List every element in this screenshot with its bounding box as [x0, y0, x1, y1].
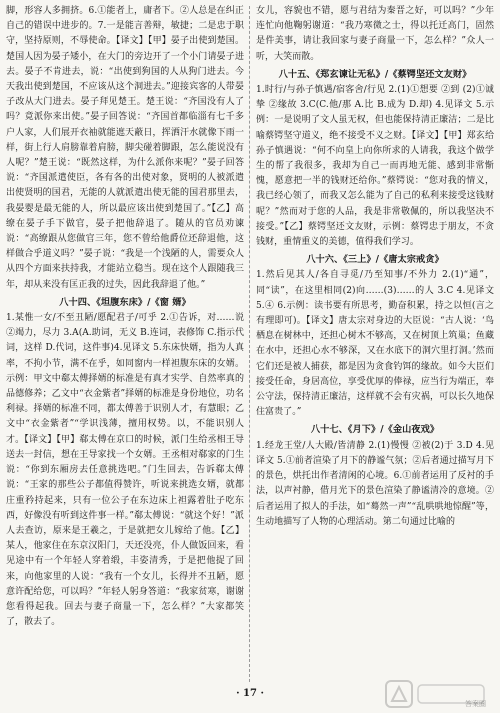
right-paragraph-4: 1.经龙王堂/人大殿/皆清静 2.(1)慢慢 ②被(2)于 3.D 4.见译文 5.①前者渲染了月下的静谧气氛；②后者通过描写月下的景色，烘托出作者清闲的心境。6.①前者运用了反衬的手法，以声衬静，借月光下的景色渲染了静谧清冷的意境。②后者运用了拟人的手法，如“蓦然一声”“乱哄哄地惊醒”等，生动地描写了人物的心理活动。第二句通过比喻的: [256, 440, 494, 527]
right-column: [256, 4, 494, 530]
section-86-title: 八十六、《三上》/《唐太宗戒贪》: [306, 254, 444, 266]
section-85-title: 八十五、《郑玄谏让无私》/《蔡锷坚还文友财》: [278, 68, 472, 80]
right-paragraph-1: 女儿，容貌也不错，愿与君结为秦晋之好，可以吗？”少年连忙向他鞠躬谢道：“我乃寒微之士，得以托迁高门，固然是件美事，请让我回家与妻子商量一下，怎么样？”众人一听，大笑而散。: [256, 6, 494, 62]
left-paragraph-2: 1.某惟一女/不至丑陋/愿配君子/可乎 2.①告诉，对……说 ②竭力，尽力 3.A(A.助词，无义 B.连词，表修饰 C.指示代词，这样 D.代词，这件事)4.见译文 5.东床快婿，指为人真率，不拘小节，满不在乎，如同窗内一样袒腹东床的女婿。示例：甲文中郗太傅择婿的标准是有真才实学、自然率真的品德修养；乙文中“衣金紫者”择婿的标准是身份地位，功名利禄。择婿的标准不同，都太傅善于识别人才，有慧眼；乙文中“衣金紫者”“学识浅薄，擅用权势。以，不能识别人才。【译文】【甲】郗太傅在京口的时候，派门生给丞相王导送去一封信，想在王导家找一个女婿。王丞相对郗家的门生说：“你到东厢房去任意挑选吧。”门生回去，告诉郗太傅说：“王家的那些公子都值得赞许，听说来挑选女婿，就都庄重矜持起来，只有一位公子在东边床上袒露着肚子吃东西，好像没有听到这件事一样。”郗太傅说：“就这个好！”派人去查访，原来是王羲之，于是就把女儿嫁给了他。【乙】某人，他家住在东京汉阳门，天还没亮，仆人做饭回来，看见途中有一个年轻人穿着缎，丰姿清秀，于是把他捉了回来，向他家里的人说：“我有一个女儿，长得并不丑陋，愿意许配给您，可以吗？”年轻人躬身答道：“我家贫寒，谢谢您看得起我。回去与妻子商量一下，怎么样？”大家都笑了，散去了。: [6, 313, 244, 628]
column-divider: [249, 6, 250, 682]
right-paragraph-3: 1.然后见其人/各自寻觅/乃至知事/不外力 2.(1)“通”，同“读”，在这里相同(2)向……(3)……的人 3.C 4.见译文 5.④ 6.示例：读书要有所思考，勤奋积累，持之以恒(言之有理即可)。【译文】唐太宗对身边的大臣说：“古人说：‘鸟栖息在树林中，还担心树木不够高，又在树顶上筑巢；鱼藏在水中，还担心水不够深，又在水底下的洞穴里打洞。’然而它们还是被人捕获，都是因为贪食钓饵的缘故。如今大臣们接受任命，身居高位，享受优厚的俸禄，应当行为端正，奉公守法，保持清正廉洁，这样就不会有灾祸，可以长久地保住富贵了。”: [256, 270, 494, 418]
section-84-title: 八十四、《坦腹东床》/《窗 婿》: [59, 296, 191, 308]
section-87-title: 八十七、《月下》/《金山夜戏》: [310, 424, 440, 436]
right-paragraph-2: 1.时行/与孙子慎遇/宿客舍/行见 2.(1)①想要 ②到 (2)①诚挚 ②缘故 3.C(C.他/那 A.比 B.成为 D.却) 4.见译文 5.示例：一是说明了文人虽无权，但也能保持清正廉洁；二是比喻蔡锷坚守道义，绝不接受不义之财。【译文】【甲】郑玄给孙子慎遇说：“何不向皇上向你所求的人请我，我这个做学生的帮了我很多，我却为自己一而再地无能、感到非常惭愧，愿意把一半的钱财还给你。”蔡锷说：“您对我的情义，我已经心领了，而我又怎么能为了自己的私利来接受这钱财呢？”然而对于您的人品，我是非常敬佩的，所以我坚决不接受。”【乙】蔡锷坚还文友财，示例：蔡锷忠于朋友，不贪钱财，重情重义的美德，值得我们学习。: [256, 85, 494, 248]
left-paragraph-1: 脚，形容人多拥挤。6.①能者上，庸者下。②人总是在纠正自己的错误中进步的。7.一是能言善辩，敏捷；二是忠于职守，坚持原则，不辱使命。【译文】【甲】晏子出使到楚国。楚国人因为晏子矮小，在大门的旁边开了一个小门请晏子进去。晏子不肯进去，说：“出使到狗国的人从狗门进去。今天我出使到楚国，不应该从这个洞进去。”迎接宾客的人带晏子改从大门进去。晏子拜见楚王。楚王说：“齐国没有人了吗？竟派你来出使。”晏子回答说：“齐国首都临淄有七千多户人家，人们展开衣袖就能遮天蔽日，挥洒汗水就像下雨一样，街上行人肩膀靠着肩膀，脚尖碰着脚跟，怎么能说没有人呢？”楚王说：“既然这样，为什么派你来呢？”晏子回答说：“齐国派遣使臣，各有各的出使对象，贤明的人被派遣出使贤明的国君，无能的人就派遣出使无能的国君那里去，我晏婴是最无能的人，所以最应该出使到楚国了。”【乙】高缭在晏子手下做官，晏子把他辞退了。随从的官员劝谏说：“高缭跟从您做官三年，您不曾给他爵位还辞退他，这样做合乎道义吗？”晏子说：“我是一个浅陋的人，需要众人从四个方面来扶持我，才能站立稳当。现在这个人跟随我三年，却从来没有匡正我的过失，因此我辞退了他。”: [6, 6, 244, 290]
page-number: · 17 ·: [236, 688, 264, 699]
left-column: [6, 4, 244, 630]
watermark-text: 答案圈: [465, 700, 486, 708]
